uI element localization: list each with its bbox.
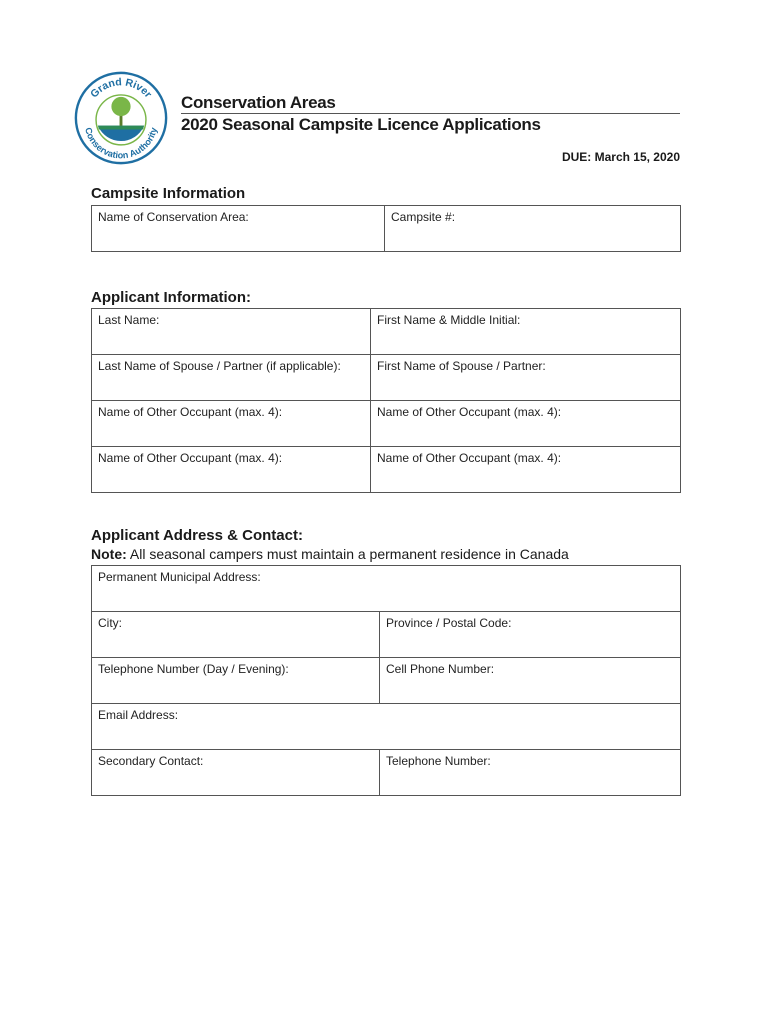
last-name-field[interactable]: Last Name: xyxy=(92,309,371,355)
page-title: Conservation Areas xyxy=(181,93,336,112)
residence-note xyxy=(91,546,569,562)
logo-text-top: Grand River xyxy=(88,76,155,101)
other-occupant-field[interactable]: Name of Other Occupant (max. 4): xyxy=(92,401,371,447)
page-subtitle: 2020 Seasonal Campsite Licence Applications xyxy=(181,115,541,134)
table-row xyxy=(92,401,681,447)
applicant-table xyxy=(91,308,681,493)
table-row xyxy=(92,750,681,796)
table-row xyxy=(92,206,681,252)
province-postal-field[interactable]: Province / Postal Code: xyxy=(380,612,681,658)
grca-logo xyxy=(73,70,169,166)
contact-heading: Applicant Address & Contact: xyxy=(91,527,303,544)
first-name-field[interactable]: First Name & Middle Initial: xyxy=(371,309,681,355)
campsite-table xyxy=(91,205,681,252)
table-row xyxy=(92,704,681,750)
spouse-last-name-field[interactable]: Last Name of Spouse / Partner (if applicable): xyxy=(92,355,371,401)
logo-ground xyxy=(98,126,144,130)
campsite-heading: Campsite Information xyxy=(91,185,246,202)
other-occupant-field[interactable]: Name of Other Occupant (max. 4): xyxy=(92,447,371,493)
conservation-area-field[interactable]: Name of Conservation Area: xyxy=(92,206,385,252)
spouse-first-name-field[interactable]: First Name of Spouse / Partner: xyxy=(371,355,681,401)
table-row xyxy=(92,355,681,401)
table-row xyxy=(92,309,681,355)
secondary-telephone-field[interactable]: Telephone Number: xyxy=(380,750,681,796)
email-field[interactable]: Email Address: xyxy=(92,704,681,750)
cell-phone-field[interactable]: Cell Phone Number: xyxy=(380,658,681,704)
due-date: DUE: March 15, 2020 xyxy=(561,150,680,164)
city-field[interactable]: City: xyxy=(92,612,380,658)
permanent-address-field[interactable]: Permanent Municipal Address: xyxy=(92,566,681,612)
other-occupant-field[interactable]: Name of Other Occupant (max. 4): xyxy=(371,447,681,493)
tree-icon xyxy=(111,97,130,116)
secondary-contact-field[interactable]: Secondary Contact: xyxy=(92,750,380,796)
telephone-field[interactable]: Telephone Number (Day / Evening): xyxy=(92,658,380,704)
other-occupant-field[interactable]: Name of Other Occupant (max. 4): xyxy=(371,401,681,447)
header-divider xyxy=(181,113,680,114)
applicant-heading: Applicant Information: xyxy=(91,289,251,306)
campsite-number-field[interactable]: Campsite #: xyxy=(385,206,681,252)
contact-table xyxy=(91,565,681,796)
note-label: Note: xyxy=(91,546,127,562)
table-row xyxy=(92,658,681,704)
table-row xyxy=(92,447,681,493)
table-row xyxy=(92,566,681,612)
note-text: All seasonal campers must maintain a permanent residence in Canada xyxy=(126,546,569,562)
logo-text-bottom: Conservation Authority xyxy=(83,126,159,161)
table-row xyxy=(92,612,681,658)
